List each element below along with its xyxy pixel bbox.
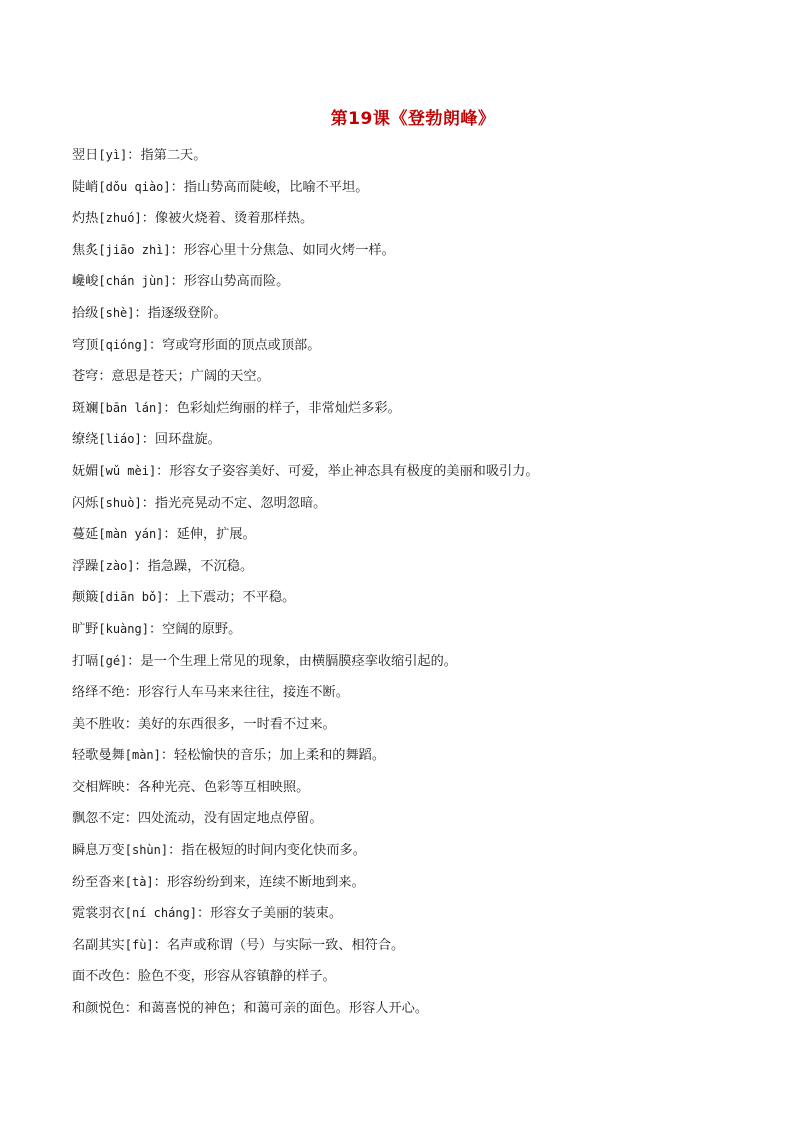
vocab-definition: ：色彩灿烂绚丽的样子，非常灿烂多彩。 — [163, 400, 401, 416]
vocab-definition: ：名声或称谓（号）与实际一致、相符合。 — [153, 937, 405, 953]
vocab-term: 打嗝 — [72, 653, 99, 669]
vocab-entry — [72, 867, 762, 899]
vocab-entry — [72, 266, 762, 298]
vocab-pronunciation: [bān lán] — [98, 400, 164, 415]
vocab-entry — [72, 835, 762, 867]
vocab-entry — [72, 235, 762, 267]
vocab-term: 穹顶 — [72, 337, 99, 353]
vocab-definition: ：形容心里十分焦急、如同火烤一样。 — [170, 242, 395, 258]
vocab-entry — [72, 172, 762, 204]
vocab-definition: ：上下震动；不平稳。 — [163, 590, 296, 606]
vocab-definition: ：是一个生理上常见的现象，由横膈膜痉挛收缩引起的。 — [127, 653, 457, 669]
vocab-definition: ：延伸，扩展。 — [163, 527, 256, 543]
vocab-definition: ：四处流动，没有固定地点停留。 — [124, 811, 323, 827]
vocab-pronunciation: [qióng] — [98, 337, 149, 352]
vocab-term: 浮躁 — [72, 558, 99, 574]
vocab-pronunciation: [tà] — [124, 874, 154, 889]
vocab-term: 瞬息万变 — [72, 843, 125, 859]
vocab-entry — [72, 393, 762, 425]
vocab-term: 旷野 — [72, 621, 99, 637]
vocab-pronunciation: [wǔ mèi] — [98, 463, 157, 478]
vocab-pronunciation: [zhuó] — [98, 211, 142, 226]
vocab-pronunciation: [shùn] — [124, 843, 169, 858]
vocab-pronunciation: [màn yán] — [98, 527, 164, 542]
vocab-term: 妩媚 — [72, 463, 99, 479]
vocab-entry — [72, 330, 762, 362]
vocab-definition: ：指光亮晃动不定、忽明忽暗。 — [141, 495, 327, 511]
vocab-term: 飘忽不定 — [72, 811, 125, 827]
vocab-definition: ：形容女子姿容美好、可爱，举止神态具有极度的美丽和吸引力。 — [156, 463, 539, 479]
page-title: 第19课《登勃朗峰》 — [330, 109, 496, 129]
vocab-term: 焦炙 — [72, 242, 99, 258]
vocab-term: 闪烁 — [72, 495, 99, 511]
vocab-pronunciation: [yì] — [98, 148, 128, 162]
vocab-term: 面不改色 — [72, 969, 125, 985]
vocab-pronunciation: [liáo] — [98, 432, 142, 447]
vocab-entry — [72, 709, 762, 741]
vocab-definition: ：和蔼喜悦的神色；和蔼可亲的面色。形容人开心。 — [124, 1001, 429, 1017]
vocab-term: 交相辉映 — [72, 779, 125, 795]
vocab-term: 蔓延 — [72, 527, 99, 543]
vocab-entry — [72, 930, 762, 962]
vocab-entry — [72, 803, 762, 835]
vocab-entry — [72, 961, 762, 993]
vocab-pronunciation: [dǒu qiào] — [98, 179, 171, 194]
vocab-pronunciation: [ní cháng] — [124, 906, 197, 921]
vocab-term: 轻歌曼舞 — [72, 748, 125, 764]
vocab-term: 灼热 — [72, 211, 99, 227]
vocab-entry — [72, 772, 762, 804]
vocab-pronunciation: [zào] — [98, 558, 135, 573]
vocab-definition: ：像被火烧着、烫着那样热。 — [141, 211, 314, 227]
vocab-definition: ：空阔的原野。 — [148, 621, 242, 637]
vocab-definition: ：意思是苍天；广阔的天空。 — [98, 369, 270, 385]
vocab-term: 巉峻 — [72, 274, 99, 290]
vocab-term: 缭绕 — [72, 432, 99, 448]
vocab-definition: ：指在极短的时间内变化快而多。 — [168, 843, 366, 859]
vocab-entry — [72, 519, 762, 551]
vocab-pronunciation: [shuò] — [98, 495, 142, 510]
vocab-definition: ：形容行人车马来来往往，接连不断。 — [124, 685, 349, 701]
vocab-term: 和颜悦色 — [72, 1001, 125, 1017]
vocab-pronunciation: [diān bǒ] — [98, 590, 164, 605]
vocab-entry — [72, 361, 762, 393]
vocab-entry — [72, 898, 762, 930]
vocab-term: 苍穹 — [72, 369, 99, 385]
vocab-entry — [72, 488, 762, 520]
vocab-pronunciation: [shè] — [98, 305, 135, 320]
vocab-entry — [72, 551, 762, 583]
vocab-definition: ：指山势高而陡峻，比喻不平坦。 — [170, 179, 369, 195]
vocab-definition: ：形容纷纷到来，连续不断地到来。 — [153, 874, 365, 890]
vocab-entry — [72, 677, 762, 709]
vocab-pronunciation: [fù] — [124, 937, 154, 952]
vocab-term: 纷至沓来 — [72, 874, 125, 890]
vocab-entry — [72, 203, 762, 235]
vocab-entry — [72, 140, 762, 172]
vocab-definition: ：回环盘旋。 — [141, 432, 221, 448]
vocab-definition: ：形容山势高而险。 — [170, 274, 290, 290]
vocab-term: 美不胜收 — [72, 716, 125, 732]
vocab-pronunciation: [jiāo zhì] — [98, 242, 171, 257]
vocab-definition: ：美好的东西很多，一时看不过来。 — [124, 716, 336, 732]
vocab-definition: ：轻松愉快的音乐；加上柔和的舞蹈。 — [160, 748, 386, 764]
vocab-term: 颠簸 — [72, 590, 99, 606]
vocab-entry — [72, 614, 762, 646]
vocab-entry — [72, 993, 762, 1025]
vocab-definition: ：指逐级登阶。 — [134, 305, 227, 321]
vocab-entry — [72, 424, 762, 456]
vocab-definition: ：各种光亮、色彩等互相映照。 — [124, 779, 310, 795]
vocab-definition: ：穹或穹形面的顶点或顶部。 — [148, 337, 321, 353]
vocab-definition: ：指急躁，不沉稳。 — [134, 558, 254, 574]
vocab-entry — [72, 582, 762, 614]
vocab-term: 斑斓 — [72, 400, 99, 416]
vocab-entry — [72, 298, 762, 330]
vocab-term: 陡峭 — [72, 179, 99, 195]
vocab-term: 名副其实 — [72, 937, 125, 953]
vocab-term: 络绎不绝 — [72, 685, 125, 701]
vocab-pronunciation: [chán jùn] — [98, 274, 171, 289]
vocab-term: 翌日 — [72, 148, 99, 163]
vocab-pronunciation: [màn] — [124, 748, 161, 763]
vocab-entry — [72, 456, 762, 488]
vocab-definition: ：形容女子美丽的装束。 — [197, 906, 343, 922]
vocab-entry — [72, 646, 762, 678]
vocab-pronunciation: [kuàng] — [98, 621, 149, 636]
vocab-term: 霓裳羽衣 — [72, 906, 125, 922]
vocab-pronunciation: [gé] — [98, 653, 128, 668]
vocabulary-list — [72, 140, 762, 1025]
vocab-definition: ：指第二天。 — [127, 148, 207, 163]
vocab-entry — [72, 740, 762, 772]
vocab-term: 拾级 — [72, 305, 99, 321]
vocab-definition: ：脸色不变，形容从容镇静的样子。 — [124, 969, 336, 985]
